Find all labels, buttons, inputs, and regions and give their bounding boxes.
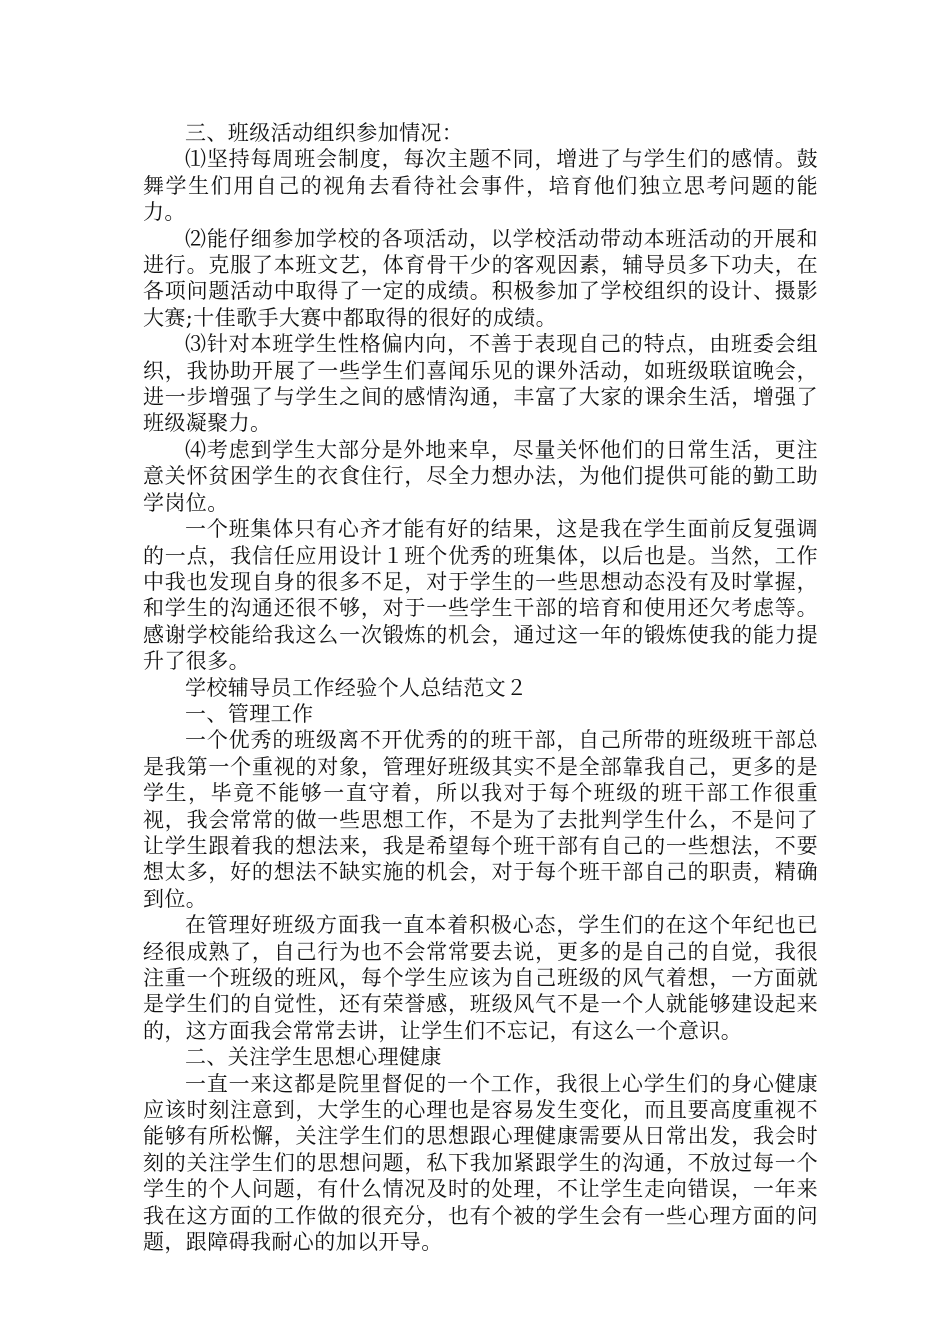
paragraph-student-care: ⑷考虑到学生大部分是外地来皁，尽量关怀他们的日常生活，更注意关怀贫困学生的衣食住行，尽全力想办法，为他们提供可能的勤工助学岗位。 [143,437,818,515]
section-heading-management: 一、管理工作 [185,701,314,726]
paragraph-school-activities: ⑵能仔细参加学校的各项活动，以学校活动带动本班活动的开展和进行。克服了本班文艺，体育骨干少的客观因素，辅导员多下功夫，在各项问题活动中取得了一定的成绩。积极参加了学校组织的设计、摄影大赛;十佳歌手大赛中都取得的很好的成绩。 [143,226,818,330]
paragraph-mental-health: 一直一来这都是院里督促的一个工作，我很上心学生们的身心健康应该时刻注意到，大学生的心理也是容易发生变化，而且要高度重视不能够有所松懈，关注学生们的思想跟心理健康需要从日常出发，我会时刻的关注学生们的思想问题，私下我加紧跟学生的沟通，不放过每一个学生的个人问题，有什么情况及时的处理，不让学生走向错误，一年来我在这方面的工作做的很充分，也有个被的学生会有一些心理方面的问题，跟障碍我耐心的加以开导。 [143,1071,818,1255]
document-page [143,120,818,1255]
document-subtitle: 学校辅导员工作经验个人总结范文２ [185,675,528,700]
paragraph-class-unity: 一个班集体只有心齐才能有好的结果，这是我在学生面前反复强调的一点，我信任应用设计１班个优秀的班集体，以后也是。当然，工作中我也发现自身的很多不足，对于学生的一些思想动态没有及时掌握，和学生的沟通还很不够，对于一些学生干部的培育和使用还欠考虑等。感谢学校能给我这么一次锻炼的机会，通过这一年的锻炼使我的能力提升了很多。 [143,517,818,674]
section-heading-class-activities: 三、班级活动组织参加情况： [185,121,464,145]
paragraph-class-spirit: 在管理好班级方面我一直本着积极心态，学生们的在这个年纪也已经很成熟了，自己行为也不会常常要去说，更多的是自己的自觉，我很注重一个班级的班风，每个学生应该为自己班级的风气着想，一方面就是学生们的自觉性，还有荣誉感，班级风气不是一个人就能够建设起来的，这方面我会常常去讲，让学生们不忘记，有这么一个意识。 [143,913,818,1043]
paragraph-extracurricular: ⑶针对本班学生性格偏内向，不善于表现自己的特点，由班委会组织，我协助开展了一些学生们喜闻乐见的课外活动，如班级联谊晚会，进一步增强了与学生之间的感情沟通，丰富了大家的课余生活，增强了班级凝聚力。 [143,332,818,436]
paragraph-weekly-meeting: ⑴坚持每周班会制度，每次主题不同，增进了与学生们的感情。鼓舞学生们用自己的视角去看待社会事件，培育他们独立思考问题的能力。 [143,147,818,225]
paragraph-class-cadres: 一个优秀的班级离不开优秀的的班干部，自己所带的班级班干部总是我第一个重视的对象，管理好班级其实不是全部靠我自己，更多的是学生，毕竟不能够一直守着，所以我对于每个班级的班干部工作很重视，我会常常的做一些思想工作，不是为了去批判学生什么，不是问了让学生跟着我的想法来，我是希望每个班干部有自己的一些想法，不要想太多，好的想法不缺实施的机会，对于每个班干部自己的职责，精确到位。 [143,728,818,911]
section-heading-mental-health: 二、关注学生思想心理健康 [185,1045,442,1070]
